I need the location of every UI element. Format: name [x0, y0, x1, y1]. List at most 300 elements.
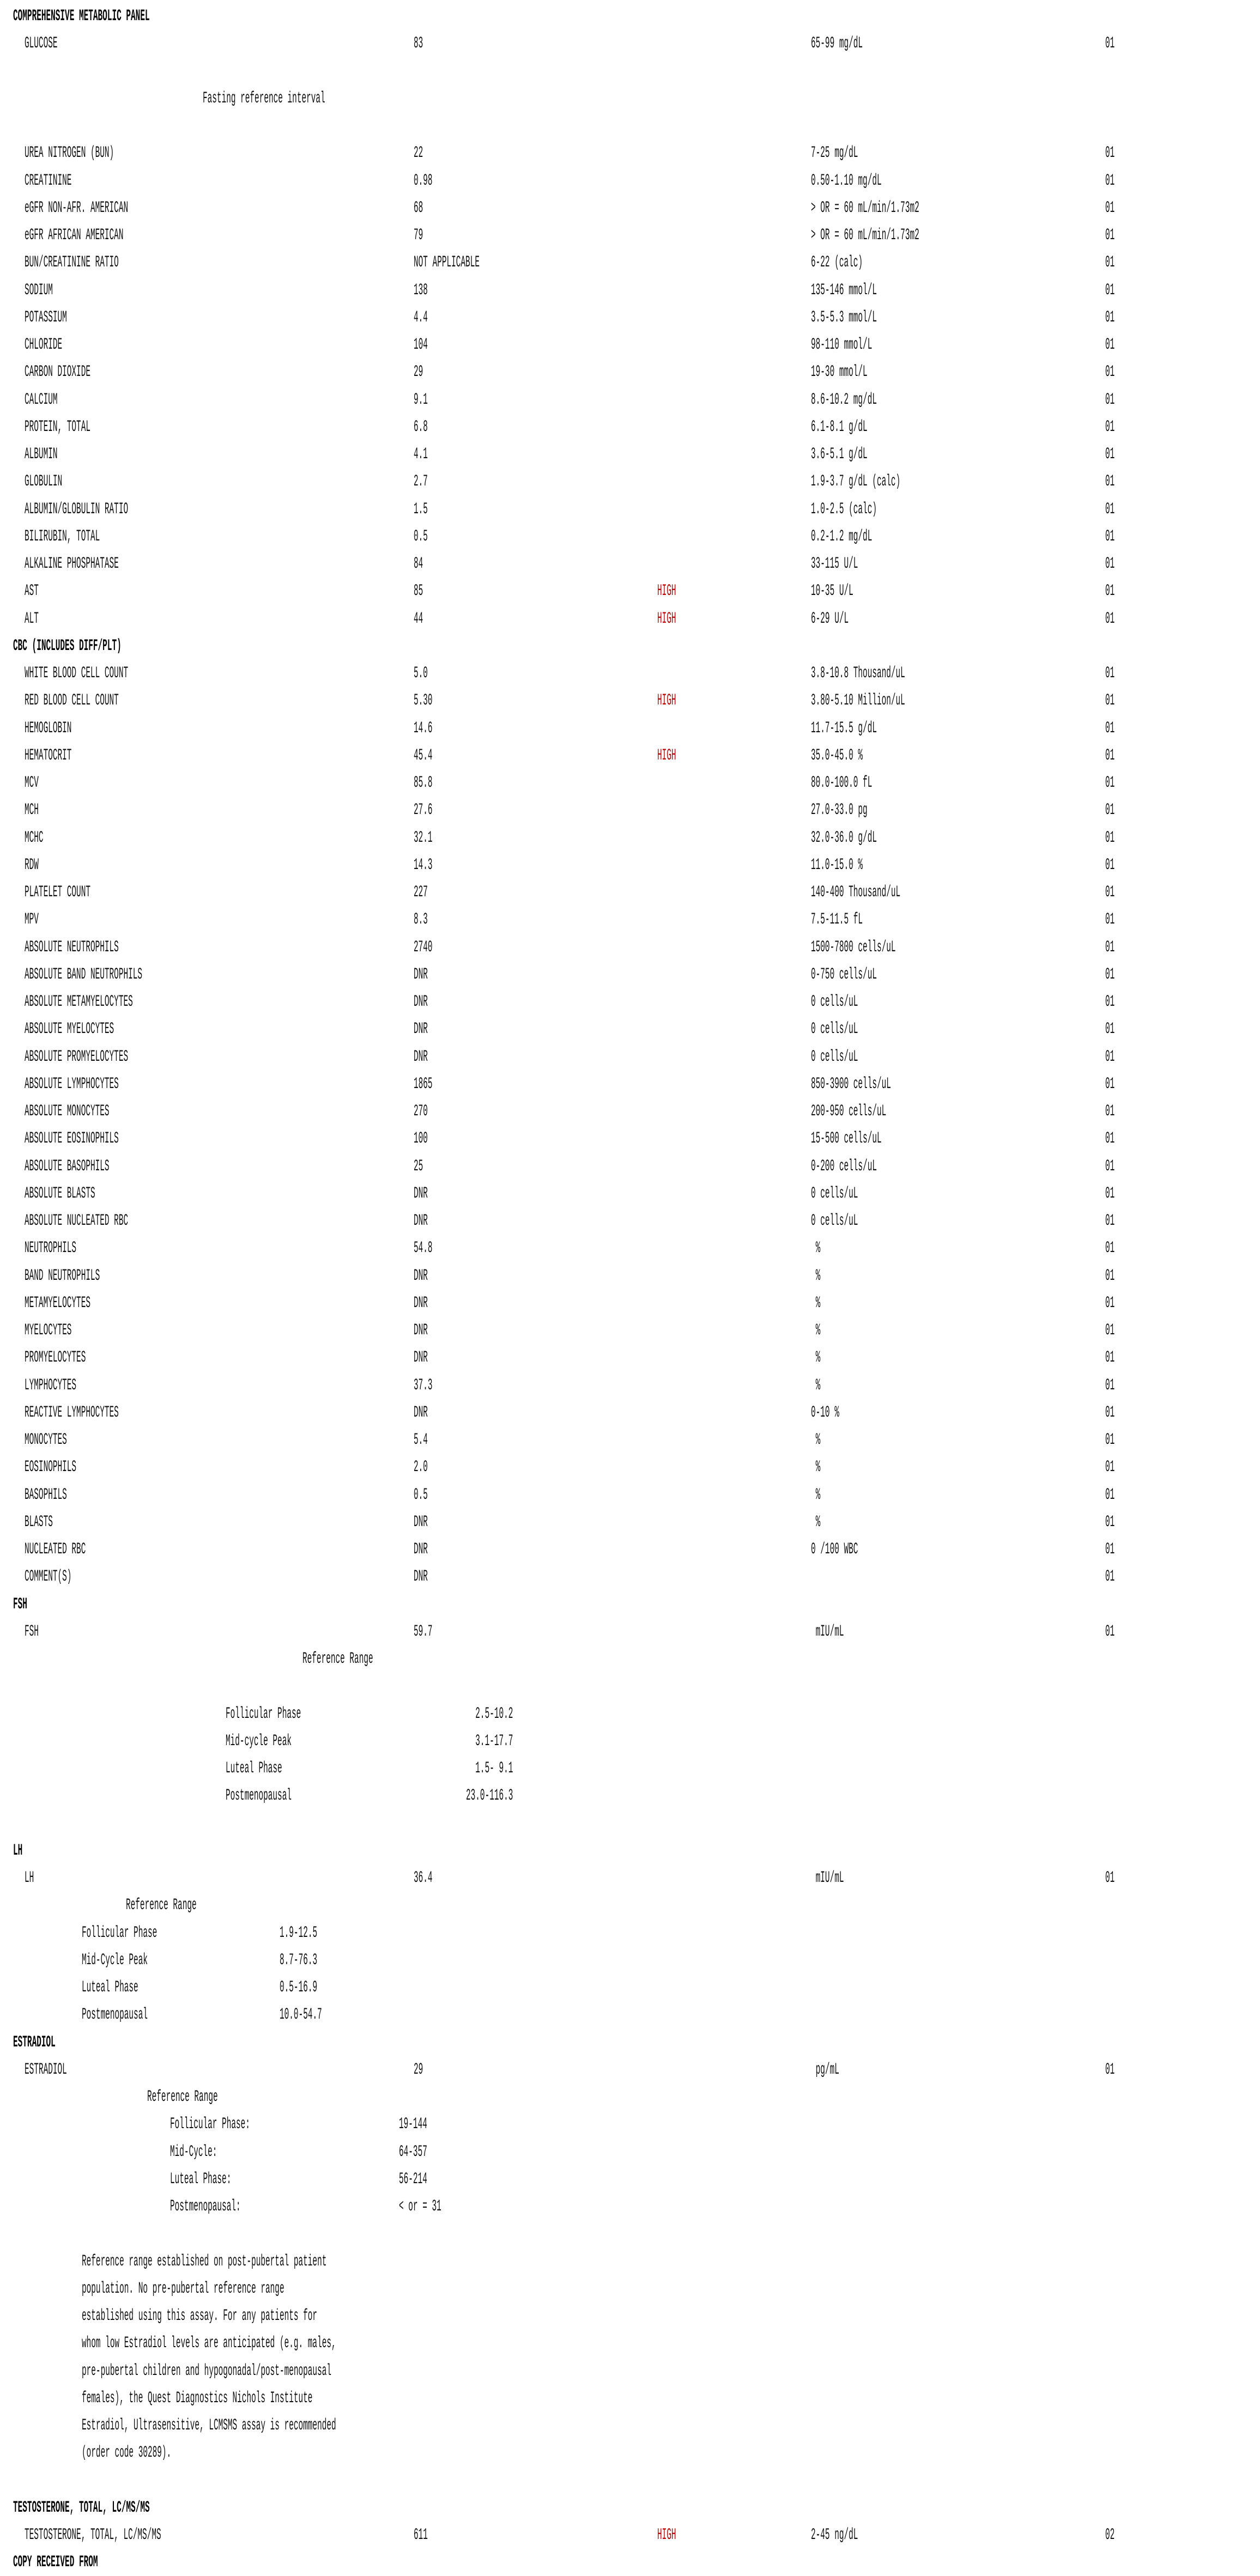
section-heading: CBC (INCLUDES DIFF/PLT) [13, 636, 122, 655]
reference-title [0, 2083, 1260, 2111]
result-row [0, 1207, 1260, 1235]
lab-code: 01 [1105, 1129, 1115, 1149]
lab-code: 01 [1105, 1869, 1115, 1887]
reference-value: 8.7-76.3 [280, 1951, 318, 1970]
result-row [0, 441, 1260, 468]
test-name: LYMPHOCYTES [25, 1376, 77, 1395]
result-value: 9.1 [414, 390, 428, 409]
result-row [0, 1098, 1260, 1125]
reference-value: 3.1-17.7 [466, 1731, 513, 1751]
reference-row [0, 2193, 1260, 2220]
test-name: MONOCYTES [25, 1431, 67, 1449]
result-row [0, 1071, 1260, 1098]
reference-range: 35.0-45.0 % [811, 746, 863, 765]
lab-code: 01 [1105, 938, 1115, 957]
reference-value: 0.5-16.9 [280, 1978, 318, 1997]
lab-code: 01 [1105, 1102, 1115, 1121]
reference-range: 98-110 mmol/L [811, 336, 873, 354]
result-value: DNR [414, 1348, 428, 1368]
result-value: 270 [414, 1102, 428, 1121]
reference-range: > OR = 60 mL/min/1.73m2 [811, 226, 919, 245]
lab-code: 01 [1105, 1458, 1115, 1477]
result-row [0, 2056, 1260, 2083]
reference-range: 11.0-15.0 % [811, 855, 863, 874]
test-name: MPV [25, 910, 39, 929]
reference-note [0, 85, 1260, 112]
result-row [0, 797, 1260, 824]
reference-value: 56-214 [399, 2170, 427, 2189]
result-row [0, 578, 1260, 605]
note-line [0, 2302, 1260, 2330]
reference-range: 0-750 cells/uL [811, 965, 877, 984]
test-name: ABSOLUTE LYMPHOCYTES [25, 1074, 119, 1093]
result-value: DNR [414, 1512, 428, 1532]
reference-range: 1500-7800 cells/uL [811, 938, 896, 957]
result-value: DNR [414, 1047, 428, 1066]
test-name: HEMATOCRIT [25, 746, 72, 765]
result-value: 44 [414, 609, 423, 628]
lab-code: 01 [1105, 965, 1115, 984]
result-row [0, 1290, 1260, 1317]
section-heading: FSH [13, 1595, 27, 1614]
reference-range: 140-400 Thousand/uL [811, 883, 901, 902]
test-name: BUN/CREATININE RATIO [25, 253, 119, 272]
lab-code: 01 [1105, 1348, 1115, 1368]
reference-range-title: Reference Range [302, 1650, 373, 1668]
lab-code: 01 [1105, 1485, 1115, 1504]
test-name: PROMYELOCYTES [25, 1348, 86, 1368]
result-value: 4.4 [414, 308, 428, 327]
reference-range: 0.50-1.10 mg/dL [811, 171, 882, 190]
reference-label: Luteal Phase [82, 1978, 138, 1997]
estradiol-note: established using this assay. For any patients for [82, 2307, 318, 2325]
section-heading [0, 1837, 1260, 1864]
result-value: 83 [414, 34, 423, 53]
lab-code: 01 [1105, 855, 1115, 874]
lab-code: 01 [1105, 363, 1115, 382]
test-name: ABSOLUTE EOSINOPHILS [25, 1129, 119, 1149]
reference-range: 7-25 mg/dL [811, 144, 858, 163]
test-name: BLASTS [25, 1512, 53, 1532]
reference-range: 135-146 mmol/L [811, 281, 877, 300]
test-name: ABSOLUTE BLASTS [25, 1184, 95, 1203]
test-name: eGFR NON-AFR. AMERICAN [25, 198, 129, 217]
result-value: 36.4 [414, 1869, 433, 1887]
result-value: 14.3 [414, 855, 433, 874]
reference-range: 27.0-33.0 pg [811, 801, 868, 820]
result-value: DNR [414, 1212, 428, 1230]
reference-range: pg/mL [811, 2060, 839, 2079]
lab-code: 01 [1105, 1293, 1115, 1313]
reference-range: 200-950 cells/uL [811, 1102, 887, 1121]
reference-label: Postmenopausal: [170, 2197, 241, 2216]
result-value: 2740 [414, 938, 433, 957]
result-value: 79 [414, 226, 423, 245]
result-row [0, 1180, 1260, 1207]
result-value: 29 [414, 2060, 423, 2079]
test-name: ABSOLUTE BASOPHILS [25, 1157, 110, 1176]
reference-row [0, 2001, 1260, 2028]
reference-row [0, 1947, 1260, 1974]
reference-range: 850-3900 cells/uL [811, 1074, 891, 1093]
estradiol-note: pre-pubertal children and hypogonadal/post-menopausal [82, 2361, 331, 2380]
lab-code: 01 [1105, 1266, 1115, 1285]
result-row [0, 1426, 1260, 1454]
result-value: 85.8 [414, 774, 433, 792]
reference-value: < or = 31 [399, 2197, 441, 2216]
reference-label: Follicular Phase [226, 1704, 301, 1723]
estradiol-note: Reference range established on post-pubertal patient [82, 2252, 327, 2271]
lab-code: 01 [1105, 993, 1115, 1011]
result-value: DNR [414, 993, 428, 1011]
section-heading: LH [13, 1841, 23, 1860]
lab-code: 01 [1105, 828, 1115, 847]
lab-code: 01 [1105, 336, 1115, 354]
test-name: PLATELET COUNT [25, 883, 90, 902]
result-value: 100 [414, 1129, 428, 1149]
result-row [0, 1043, 1260, 1071]
result-row [0, 331, 1260, 359]
lab-code: 01 [1105, 281, 1115, 300]
reference-range: mIU/mL [811, 1869, 844, 1887]
reference-row [0, 1919, 1260, 1947]
lab-code: 02 [1105, 2526, 1115, 2544]
reference-row [0, 2111, 1260, 2138]
lab-code: 01 [1105, 226, 1115, 245]
result-value: 5.30 [414, 691, 433, 710]
result-row [0, 687, 1260, 714]
result-row [0, 249, 1260, 276]
lab-code: 01 [1105, 1047, 1115, 1066]
reference-value: 1.9-12.5 [280, 1923, 318, 1942]
reference-range: 3.6-5.1 g/dL [811, 445, 868, 464]
result-row [0, 742, 1260, 769]
reference-range: 6.1-8.1 g/dL [811, 417, 868, 436]
result-value: 2.7 [414, 472, 428, 491]
result-value: 37.3 [414, 1376, 433, 1395]
result-value: 27.6 [414, 801, 433, 820]
reference-range: 6-22 (calc) [811, 253, 863, 272]
test-name: COMMENT(S) [25, 1568, 72, 1587]
test-name: ESTRADIOL [25, 2060, 67, 2079]
lab-code: 01 [1105, 1184, 1115, 1203]
lab-code: 01 [1105, 746, 1115, 765]
reference-range: 0 cells/uL [811, 1047, 858, 1066]
reference-value: 64-357 [399, 2142, 427, 2161]
lab-code: 01 [1105, 1212, 1115, 1230]
test-name: ALBUMIN/GLOBULIN RATIO [25, 500, 129, 519]
test-name: GLUCOSE [25, 34, 58, 53]
test-name: LH [25, 1869, 34, 1887]
result-row [0, 769, 1260, 797]
result-row [0, 824, 1260, 852]
reference-range: % [811, 1321, 821, 1340]
result-row [0, 906, 1260, 933]
result-value: 611 [414, 2526, 428, 2544]
lab-code: 01 [1105, 1376, 1115, 1395]
test-name: REACTIVE LYMPHOCYTES [25, 1403, 119, 1422]
test-name: MCV [25, 774, 39, 792]
result-row [0, 879, 1260, 906]
reference-range: > OR = 60 mL/min/1.73m2 [811, 198, 919, 217]
reference-value: 23.0-116.3 [466, 1787, 513, 1806]
test-name: HEMOGLOBIN [25, 719, 72, 738]
result-row [0, 496, 1260, 523]
test-name: SODIUM [25, 281, 53, 300]
result-value: 227 [414, 883, 428, 902]
reference-value: 2.5-10.2 [466, 1704, 513, 1723]
lab-code: 01 [1105, 445, 1115, 464]
lab-code: 01 [1105, 1020, 1115, 1039]
result-value: 0.5 [414, 527, 428, 546]
result-row [0, 468, 1260, 495]
reference-range: 10-35 U/L [811, 582, 853, 601]
reference-range: 15-500 cells/uL [811, 1129, 882, 1149]
reference-range: 32.0-36.0 g/dL [811, 828, 877, 847]
lab-code: 01 [1105, 1239, 1115, 1258]
estradiol-note: whom low Estradiol levels are anticipated (e.g. males, [82, 2334, 336, 2353]
result-value: 32.1 [414, 828, 433, 847]
result-row [0, 550, 1260, 578]
reference-range: 0-200 cells/uL [811, 1157, 877, 1176]
reference-label: Follicular Phase: [170, 2115, 250, 2134]
lab-code: 01 [1105, 472, 1115, 491]
lab-code: 01 [1105, 774, 1115, 792]
lab-code: 01 [1105, 555, 1115, 573]
result-row [0, 30, 1260, 57]
result-row [0, 1317, 1260, 1344]
result-row [0, 414, 1260, 441]
test-name: ABSOLUTE METAMYELOCYTES [25, 993, 133, 1011]
result-value: 59.7 [414, 1622, 433, 1641]
reference-range: 0 cells/uL [811, 1020, 858, 1039]
note-line [0, 2358, 1260, 2385]
result-value: 5.4 [414, 1431, 428, 1449]
lab-code: 01 [1105, 609, 1115, 628]
result-value: DNR [414, 1020, 428, 1039]
lab-code: 01 [1105, 582, 1115, 601]
note-line [0, 2330, 1260, 2357]
reference-range: % [811, 1348, 821, 1368]
result-value: 0.5 [414, 1485, 428, 1504]
result-row [0, 304, 1260, 331]
section-heading [0, 3, 1260, 30]
result-value: 29 [414, 363, 423, 382]
section-heading: COPY RECEIVED FROM [13, 2553, 98, 2572]
reference-row [0, 1782, 1260, 1809]
result-row [0, 1262, 1260, 1290]
reference-range: % [811, 1512, 821, 1532]
section-heading [0, 2029, 1260, 2056]
note-line [0, 2248, 1260, 2275]
test-name: MYELOCYTES [25, 1321, 72, 1340]
lab-code: 01 [1105, 1157, 1115, 1176]
result-value: 104 [414, 336, 428, 354]
result-value: 4.1 [414, 445, 428, 464]
result-value: 84 [414, 555, 423, 573]
test-name: NEUTROPHILS [25, 1239, 77, 1258]
reference-range: 0 /100 WBC [811, 1540, 858, 1559]
test-name: ABSOLUTE MONOCYTES [25, 1102, 110, 1121]
reference-label: Mid-Cycle Peak [82, 1951, 148, 1970]
lab-code: 01 [1105, 417, 1115, 436]
result-row [0, 660, 1260, 687]
test-name: FSH [25, 1622, 39, 1641]
reference-title [0, 1645, 1260, 1673]
test-name: CARBON DIOXIDE [25, 363, 90, 382]
reference-label: Postmenopausal [226, 1787, 292, 1806]
reference-range: % [811, 1376, 821, 1395]
section-heading: TESTOSTERONE, TOTAL, LC/MS/MS [13, 2498, 150, 2517]
lab-code: 01 [1105, 500, 1115, 519]
test-name: ABSOLUTE MYELOCYTES [25, 1020, 114, 1039]
lab-code: 01 [1105, 1622, 1115, 1641]
test-name: METAMYELOCYTES [25, 1293, 90, 1313]
reference-value: 19-144 [399, 2115, 427, 2134]
reference-range: % [811, 1293, 821, 1313]
reference-range: 65-99 mg/dL [811, 34, 863, 53]
reference-range: 2-45 ng/dL [811, 2526, 858, 2544]
result-value: 25 [414, 1157, 423, 1176]
result-row [0, 1454, 1260, 1481]
reference-range: 33-115 U/L [811, 555, 858, 573]
reference-row [0, 1755, 1260, 1782]
result-row [0, 167, 1260, 195]
section-heading [0, 2494, 1260, 2522]
result-row [0, 1372, 1260, 1399]
reference-range: % [811, 1266, 821, 1285]
result-value: DNR [414, 1293, 428, 1313]
result-value: NOT APPLICABLE [414, 253, 480, 272]
reference-range: mIU/mL [811, 1622, 844, 1641]
section-heading [0, 1591, 1260, 1618]
result-value: 1.5 [414, 500, 428, 519]
lab-code: 01 [1105, 1403, 1115, 1422]
estradiol-note: (order code 30289). [82, 2444, 172, 2463]
result-row [0, 961, 1260, 988]
lab-code: 01 [1105, 390, 1115, 409]
result-value: 68 [414, 198, 423, 217]
reference-range: 1.0-2.5 (calc) [811, 500, 877, 519]
reference-range: 3.5-5.3 mmol/L [811, 308, 877, 327]
lab-code: 01 [1105, 253, 1115, 272]
result-row [0, 1864, 1260, 1892]
reference-value: 1.5- 9.1 [466, 1759, 513, 1778]
estradiol-note: Estradiol, Ultrasensitive, LCMSMS assay is recommended [82, 2416, 336, 2435]
reference-range: 3.8-10.8 Thousand/uL [811, 664, 905, 683]
reference-row [0, 1974, 1260, 2001]
reference-range: 7.5-11.5 fL [811, 910, 863, 929]
result-row [0, 523, 1260, 550]
lab-code: 01 [1105, 1431, 1115, 1449]
lab-code: 01 [1105, 171, 1115, 190]
result-value: DNR [414, 1540, 428, 1559]
lab-code: 01 [1105, 527, 1115, 546]
note-line [0, 2412, 1260, 2439]
result-value: DNR [414, 1403, 428, 1422]
result-value: 14.6 [414, 719, 433, 738]
reference-row [0, 1700, 1260, 1728]
test-name: GLOBULIN [25, 472, 63, 491]
result-row [0, 1153, 1260, 1180]
test-name: ALBUMIN [25, 445, 58, 464]
reference-range: % [811, 1458, 821, 1477]
flag: HIGH [657, 609, 676, 628]
reference-range: 6-29 U/L [811, 609, 849, 628]
reference-range: 80.0-100.0 fL [811, 774, 873, 792]
result-value: 5.0 [414, 664, 428, 683]
lab-code: 01 [1105, 719, 1115, 738]
estradiol-note: population. No pre-pubertal reference range [82, 2279, 284, 2298]
result-row [0, 1481, 1260, 1509]
result-value: DNR [414, 1184, 428, 1203]
lab-code: 01 [1105, 883, 1115, 902]
section-heading [0, 633, 1260, 660]
result-row [0, 1399, 1260, 1426]
reference-label: Mid-Cycle: [170, 2142, 217, 2161]
lab-code: 01 [1105, 198, 1115, 217]
test-name: UREA NITROGEN (BUN) [25, 144, 114, 163]
result-row [0, 2522, 1260, 2549]
flag: HIGH [657, 582, 676, 601]
test-name: CHLORIDE [25, 336, 63, 354]
reference-range: % [811, 1485, 821, 1504]
reference-value: 10.0-54.7 [280, 2006, 322, 2025]
lab-code: 01 [1105, 1074, 1115, 1093]
result-value: 8.3 [414, 910, 428, 929]
result-row [0, 139, 1260, 167]
result-value: DNR [414, 965, 428, 984]
test-name: EOSINOPHILS [25, 1458, 77, 1477]
reference-range: 19-30 mmol/L [811, 363, 868, 382]
lab-code: 01 [1105, 1568, 1115, 1587]
note-line [0, 2275, 1260, 2302]
reference-range: % [811, 1431, 821, 1449]
reference-range: 0-10 % [811, 1403, 839, 1422]
test-name: MCH [25, 801, 39, 820]
result-row [0, 934, 1260, 961]
result-value: 6.8 [414, 417, 428, 436]
result-row [0, 988, 1260, 1016]
test-name: NUCLEATED RBC [25, 1540, 86, 1559]
test-name: MCHC [25, 828, 44, 847]
result-value: 22 [414, 144, 423, 163]
result-value: DNR [414, 1266, 428, 1285]
lab-code: 01 [1105, 2060, 1115, 2079]
lab-code: 01 [1105, 1540, 1115, 1559]
reference-row [0, 2138, 1260, 2166]
result-row [0, 1509, 1260, 1536]
reference-range: 0.2-1.2 mg/dL [811, 527, 873, 546]
result-value: 85 [414, 582, 423, 601]
note-line [0, 2385, 1260, 2412]
lab-code: 01 [1105, 34, 1115, 53]
reference-range: 3.80-5.10 Million/uL [811, 691, 905, 710]
reference-range: 0 cells/uL [811, 1184, 858, 1203]
lab-code: 01 [1105, 144, 1115, 163]
reference-label: Mid-cycle Peak [226, 1731, 292, 1751]
test-name: ABSOLUTE PROMYELOCYTES [25, 1047, 129, 1066]
reference-label: Postmenopausal [82, 2006, 148, 2025]
reference-label: Luteal Phase: [170, 2170, 232, 2189]
test-name: ALT [25, 609, 39, 628]
result-row [0, 852, 1260, 879]
lab-code: 01 [1105, 1512, 1115, 1532]
estradiol-note: females), the Quest Diagnostics Nichols Institute [82, 2389, 313, 2408]
result-value: DNR [414, 1321, 428, 1340]
test-name: RED BLOOD CELL COUNT [25, 691, 119, 710]
result-row [0, 1344, 1260, 1371]
